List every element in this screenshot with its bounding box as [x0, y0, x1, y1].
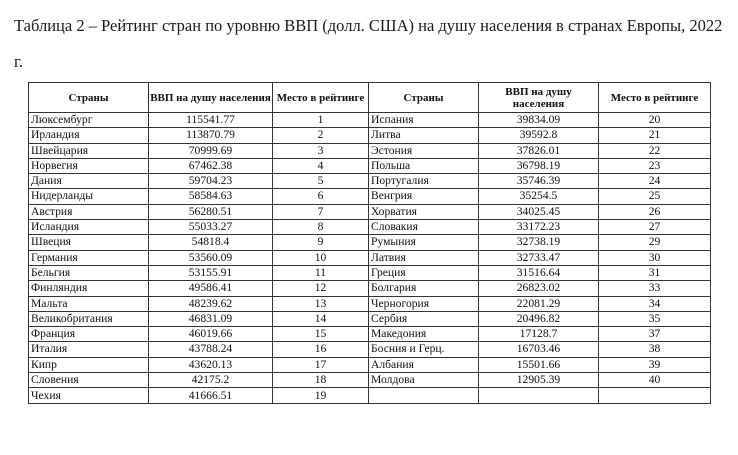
gdp-ranking-table: [28, 82, 711, 404]
table-caption: Таблица 2 – Рейтинг стран по уровню ВВП (долл. США) на душу населения в странах Европы, 2022 г.: [14, 16, 723, 71]
country-cell-right: Сербия: [369, 311, 479, 326]
rank-cell: 12: [273, 281, 369, 296]
rank-cell: 18: [273, 373, 369, 388]
gdp-cell: 53560.09: [149, 250, 273, 265]
country-cell: Норвегия: [29, 158, 149, 173]
gdp-cell: 42175.2: [149, 373, 273, 388]
gdp-cell: 49586.41: [149, 281, 273, 296]
country-cell: Исландия: [29, 220, 149, 235]
gdp-cell-right: 32733.47: [479, 250, 599, 265]
country-cell: Швеция: [29, 235, 149, 250]
country-cell-right: Португалия: [369, 174, 479, 189]
gdp-cell: 113870.79: [149, 128, 273, 143]
header-rank: Место в рейтинге: [273, 83, 369, 113]
header-rank-right: Место в рейтинге: [599, 83, 711, 113]
rank-cell: 11: [273, 265, 369, 280]
rank-cell-right: 38: [599, 342, 711, 357]
gdp-cell-right: 15501.66: [479, 357, 599, 372]
rank-cell-right: 34: [599, 296, 711, 311]
table-row: [29, 327, 711, 342]
rank-cell: 13: [273, 296, 369, 311]
gdp-cell-right: 39592.8: [479, 128, 599, 143]
rank-cell: 6: [273, 189, 369, 204]
gdp-cell: 70999.69: [149, 143, 273, 158]
gdp-cell: 53155.91: [149, 265, 273, 280]
table-body: [29, 113, 711, 404]
gdp-cell-right: 39834.09: [479, 113, 599, 128]
country-cell-right: Босния и Герц.: [369, 342, 479, 357]
table-row: [29, 220, 711, 235]
rank-cell-right: 20: [599, 113, 711, 128]
rank-cell-right: 37: [599, 327, 711, 342]
gdp-cell-right: [479, 388, 599, 404]
table-row: [29, 311, 711, 326]
gdp-cell-right: 35254.5: [479, 189, 599, 204]
rank-cell-right: 24: [599, 174, 711, 189]
gdp-cell: 115541.77: [149, 113, 273, 128]
gdp-cell-right: 34025.45: [479, 204, 599, 219]
rank-cell: 14: [273, 311, 369, 326]
country-cell: Италия: [29, 342, 149, 357]
country-cell: Германия: [29, 250, 149, 265]
country-cell-right: Испания: [369, 113, 479, 128]
table-header-row: [29, 83, 711, 113]
table-row: [29, 250, 711, 265]
table-row: [29, 128, 711, 143]
table-row: [29, 113, 711, 128]
rank-cell: 9: [273, 235, 369, 250]
gdp-cell: 46831.09: [149, 311, 273, 326]
country-cell: Франция: [29, 327, 149, 342]
gdp-cell-right: 37826.01: [479, 143, 599, 158]
rank-cell: 15: [273, 327, 369, 342]
country-cell: Нидерланды: [29, 189, 149, 204]
rank-cell-right: 26: [599, 204, 711, 219]
rank-cell: 3: [273, 143, 369, 158]
rank-cell: 16: [273, 342, 369, 357]
rank-cell-right: 29: [599, 235, 711, 250]
country-cell-right: Греция: [369, 265, 479, 280]
country-cell: Великобритания: [29, 311, 149, 326]
gdp-cell: 46019.66: [149, 327, 273, 342]
country-cell: Дания: [29, 174, 149, 189]
rank-cell-right: 25: [599, 189, 711, 204]
country-cell-right: [369, 388, 479, 404]
country-cell: Чехия: [29, 388, 149, 404]
country-cell-right: Болгария: [369, 281, 479, 296]
gdp-cell: 48239.62: [149, 296, 273, 311]
rank-cell: 4: [273, 158, 369, 173]
country-cell-right: Латвия: [369, 250, 479, 265]
table-row: [29, 143, 711, 158]
table-row: [29, 281, 711, 296]
gdp-cell-right: 12905.39: [479, 373, 599, 388]
country-cell: Финляндия: [29, 281, 149, 296]
rank-cell-right: 21: [599, 128, 711, 143]
rank-cell: 5: [273, 174, 369, 189]
header-gdp-right: ВВП на душу населения: [479, 83, 599, 113]
country-cell: Бельгия: [29, 265, 149, 280]
header-country: Страны: [29, 83, 149, 113]
gdp-cell-right: 36798.19: [479, 158, 599, 173]
gdp-cell: 41666.51: [149, 388, 273, 404]
country-cell: Кипр: [29, 357, 149, 372]
rank-cell-right: 31: [599, 265, 711, 280]
gdp-cell: 43620.13: [149, 357, 273, 372]
gdp-cell-right: 16703.46: [479, 342, 599, 357]
gdp-cell: 67462.38: [149, 158, 273, 173]
country-cell: Ирландия: [29, 128, 149, 143]
gdp-cell-right: 32738.19: [479, 235, 599, 250]
table-row: [29, 235, 711, 250]
country-cell-right: Венгрия: [369, 189, 479, 204]
gdp-cell: 43788.24: [149, 342, 273, 357]
gdp-cell-right: 35746.39: [479, 174, 599, 189]
gdp-cell: 54818.4: [149, 235, 273, 250]
rank-cell: 17: [273, 357, 369, 372]
country-cell-right: Черногория: [369, 296, 479, 311]
country-cell: Мальта: [29, 296, 149, 311]
gdp-cell: 55033.27: [149, 220, 273, 235]
rank-cell-right: 22: [599, 143, 711, 158]
rank-cell-right: 39: [599, 357, 711, 372]
country-cell-right: Словакия: [369, 220, 479, 235]
country-cell-right: Хорватия: [369, 204, 479, 219]
country-cell-right: Эстония: [369, 143, 479, 158]
table-row: [29, 342, 711, 357]
table-row: [29, 373, 711, 388]
gdp-cell-right: 31516.64: [479, 265, 599, 280]
country-cell: Швейцария: [29, 143, 149, 158]
country-cell-right: Польша: [369, 158, 479, 173]
rank-cell-right: 23: [599, 158, 711, 173]
rank-cell: 8: [273, 220, 369, 235]
rank-cell-right: 35: [599, 311, 711, 326]
country-cell: Словения: [29, 373, 149, 388]
gdp-cell-right: 22081.29: [479, 296, 599, 311]
gdp-cell: 59704.23: [149, 174, 273, 189]
rank-cell: 1: [273, 113, 369, 128]
table-row: [29, 204, 711, 219]
gdp-cell-right: 17128.7: [479, 327, 599, 342]
country-cell-right: Румыния: [369, 235, 479, 250]
header-country-right: Страны: [369, 83, 479, 113]
gdp-cell: 56280.51: [149, 204, 273, 219]
table-row: [29, 174, 711, 189]
table-container: [28, 82, 711, 404]
table-row: [29, 189, 711, 204]
country-cell: Австрия: [29, 204, 149, 219]
gdp-cell-right: 20496.82: [479, 311, 599, 326]
country-cell-right: Македония: [369, 327, 479, 342]
gdp-cell-right: 33172.23: [479, 220, 599, 235]
rank-cell-right: 27: [599, 220, 711, 235]
country-cell-right: Молдова: [369, 373, 479, 388]
gdp-cell: 58584.63: [149, 189, 273, 204]
table-row: [29, 158, 711, 173]
table-row: [29, 388, 711, 404]
rank-cell-right: 30: [599, 250, 711, 265]
table-row: [29, 357, 711, 372]
table-row: [29, 265, 711, 280]
header-gdp: ВВП на душу населения: [149, 83, 273, 113]
rank-cell-right: [599, 388, 711, 404]
country-cell-right: Литва: [369, 128, 479, 143]
rank-cell-right: 40: [599, 373, 711, 388]
rank-cell: 7: [273, 204, 369, 219]
rank-cell: 2: [273, 128, 369, 143]
rank-cell: 10: [273, 250, 369, 265]
country-cell-right: Албания: [369, 357, 479, 372]
rank-cell: 19: [273, 388, 369, 404]
country-cell: Люксембург: [29, 113, 149, 128]
table-row: [29, 296, 711, 311]
rank-cell-right: 33: [599, 281, 711, 296]
gdp-cell-right: 26823.02: [479, 281, 599, 296]
